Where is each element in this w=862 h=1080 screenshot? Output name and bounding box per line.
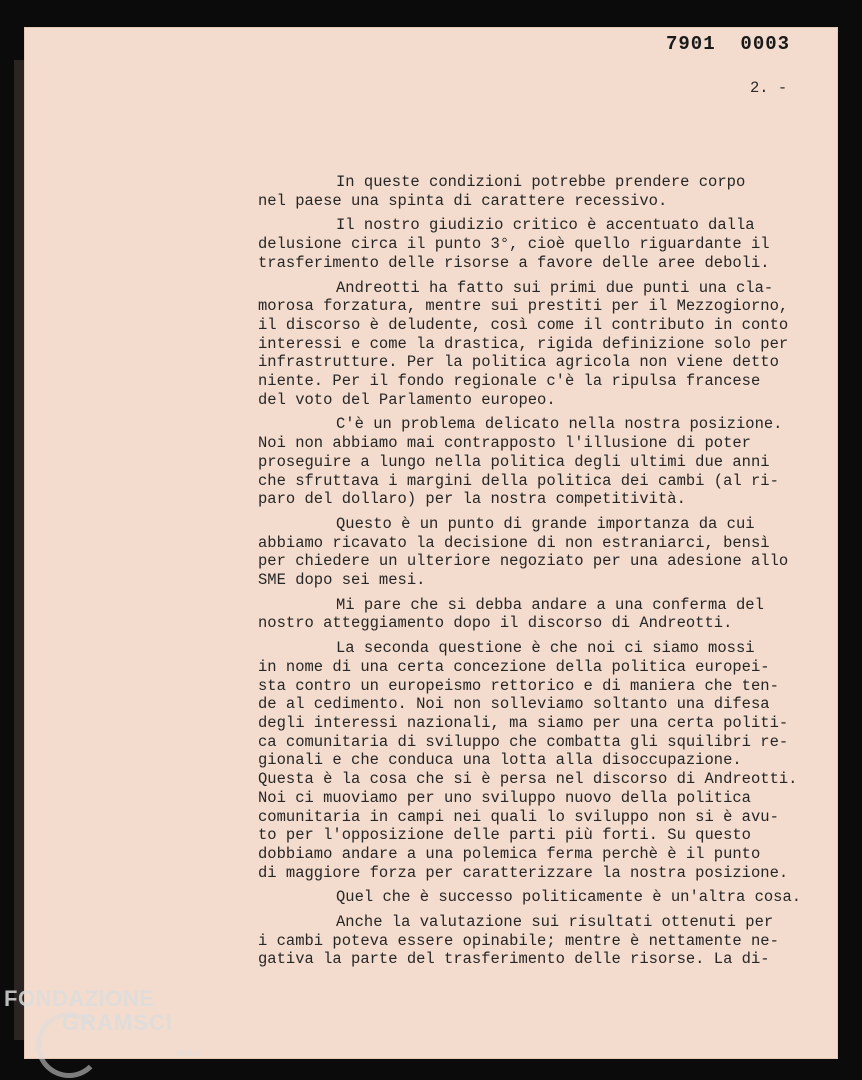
text-line: i cambi poteva essere opinabile; mentre è nettamente ne- xyxy=(258,931,779,950)
fondazione-gramsci-watermark xyxy=(4,986,200,1059)
text-line: Il nostro giudizio critico è accentuato dalla xyxy=(336,216,755,235)
text-line: morosa forzatura, mentre sui prestiti per il Mezzogiorno, xyxy=(258,297,789,316)
text-line: ca comunitaria di sviluppo che combatta gli squilibri re- xyxy=(258,732,789,751)
paragraph xyxy=(258,888,818,907)
text-line: Questa è la cosa che si è persa nel discorso di Andreotti. xyxy=(258,770,798,789)
text-line: gionali e che conduca una lotta alla disoccupazione. xyxy=(258,751,742,770)
paragraph xyxy=(258,415,818,509)
g-logo-icon xyxy=(36,1012,102,1078)
text-line: che sfruttava i margini della politica dei cambi (al ri- xyxy=(258,471,779,490)
watermark-line-2: GRAMSCI xyxy=(62,1010,173,1035)
text-line: Andreotti ha fatto sui primi due punti una cla- xyxy=(336,278,774,297)
archive-doc-number: 7901 0003 xyxy=(666,33,791,55)
text-line: in nome di una certa concezione della politica europei- xyxy=(258,657,770,676)
text-line: proseguire a lungo nella politica degli ultimi due anni xyxy=(258,452,770,471)
text-line: del voto del Parlamento europeo. xyxy=(258,390,556,409)
text-line: C'è un problema delicato nella nostra posizione. xyxy=(336,415,783,434)
text-line: niente. Per il fondo regionale c'è la ripulsa francese xyxy=(258,372,761,391)
text-line: degli interessi nazionali, ma siamo per una certa politi- xyxy=(258,713,789,732)
text-line: Noi ci muoviamo per uno sviluppo nuovo della politica xyxy=(258,788,751,807)
text-line: abbiamo ricavato la decisione di non estraniarci, bensì xyxy=(258,533,770,552)
text-line: nostro atteggiamento dopo il discorso di Andreotti. xyxy=(258,614,733,633)
text-line: dobbiamo andare a una polemica ferma perchè è il punto xyxy=(258,844,761,863)
paragraph xyxy=(258,639,818,882)
document-body xyxy=(258,173,818,975)
text-line: SME dopo sei mesi. xyxy=(258,571,426,590)
text-line: In queste condizioni potrebbe prendere corpo xyxy=(336,173,746,191)
paragraph xyxy=(258,596,818,633)
text-line: Quel che è successo politicamente è un'altra cosa. xyxy=(336,888,802,907)
text-line: Questo è un punto di grande importanza da cui xyxy=(336,514,755,533)
text-line: La seconda questione è che noi ci siamo mossi xyxy=(336,639,755,658)
watermark-suffix: onlus xyxy=(176,1048,200,1059)
paragraph xyxy=(258,279,818,410)
paragraph xyxy=(258,173,818,210)
text-line: interessi e come la drastica, rigida definizione solo per xyxy=(258,334,789,353)
text-line: nel paese una spinta di carattere recessivo. xyxy=(258,191,668,210)
text-line: gativa la parte del trasferimento delle risorse. La di- xyxy=(258,950,770,969)
text-line: di maggiore forza per caratterizzare la nostra posizione. xyxy=(258,863,789,882)
paragraph xyxy=(258,216,818,272)
text-line: sta contro un europeismo rettorico e di maniera che ten- xyxy=(258,676,779,695)
text-line: infrastrutture. Per la politica agricola non viene detto xyxy=(258,353,779,372)
text-line: de al cedimento. Noi non solleviamo soltanto una difesa xyxy=(258,695,770,714)
text-line: Noi non abbiamo mai contrapposto l'illusione di poter xyxy=(258,434,751,453)
paragraph xyxy=(258,515,818,590)
text-line: comunitaria in campi nei quali lo sviluppo non si è avu- xyxy=(258,807,779,826)
text-line: to per l'opposizione delle parti più forti. Su questo xyxy=(258,826,751,845)
text-line: il discorso è deludente, così come il contributo in conto xyxy=(258,315,789,334)
page-number: 2. - xyxy=(750,79,788,97)
text-line: Anche la valutazione sui risultati ottenuti per xyxy=(336,913,774,932)
text-line: trasferimento delle risorse a favore delle aree deboli. xyxy=(258,253,770,272)
document-page xyxy=(24,27,838,1059)
text-line: per chiedere un ulteriore negoziato per una adesione allo xyxy=(258,552,789,571)
text-line: Mi pare che si debba andare a una conferma del xyxy=(336,595,764,614)
text-line: delusione circa il punto 3°, cioè quello riguardante il xyxy=(258,235,770,254)
watermark-line-1: FONDAZIONE xyxy=(4,986,155,1011)
text-line: paro del dollaro) per la nostra competitività. xyxy=(258,490,686,509)
paragraph xyxy=(258,913,818,969)
scanner-edge xyxy=(14,60,24,1040)
